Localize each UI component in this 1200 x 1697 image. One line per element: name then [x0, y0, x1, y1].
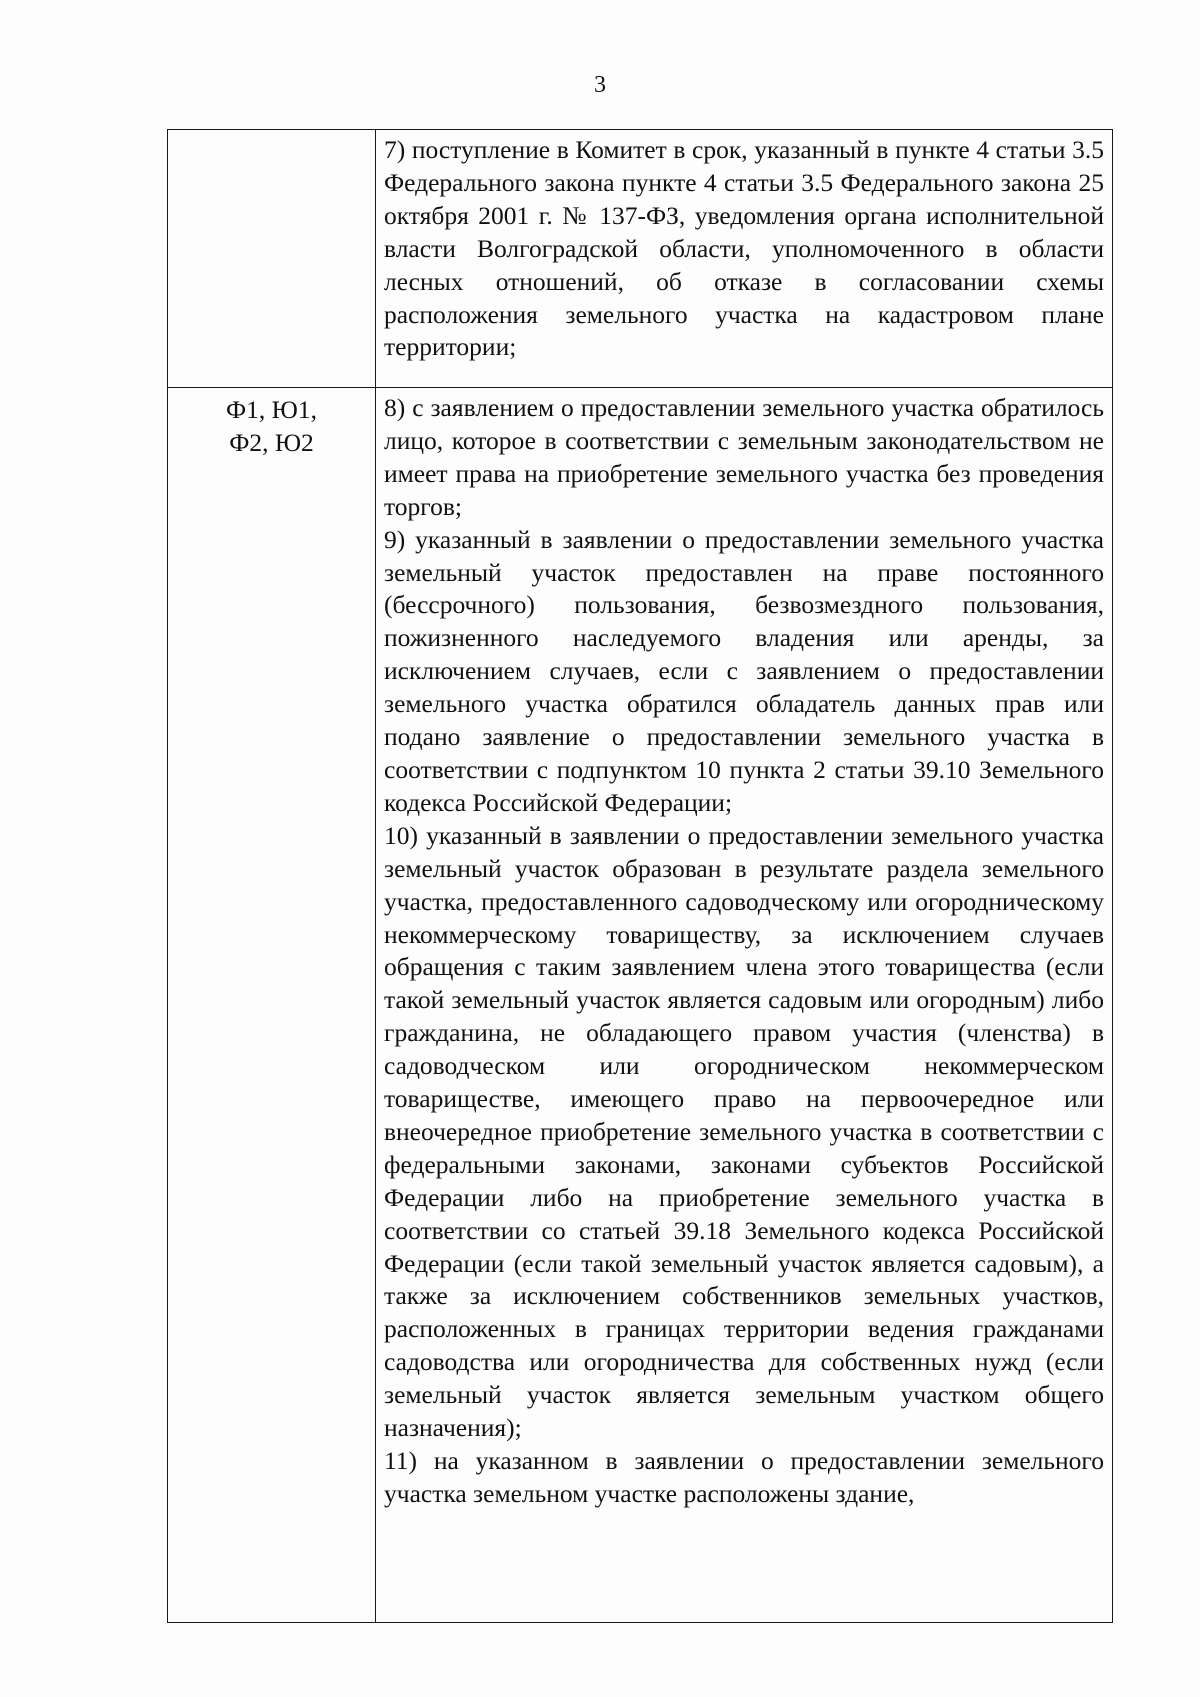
table-row — [168, 130, 1113, 388]
applicant-code-line: Ф2, Ю2 — [229, 427, 314, 457]
applicant-code-cell — [168, 130, 376, 388]
clause-9: 9) указанный в заявлении о предоставлении земельного участка земельный участок предоставлен на праве постоянного (бессрочного) пользования, безвозмездного пользования, пожизненного наследуемого владения или аренды, за исключением случаев, если с заявлением о предоставлении земельного участка обратился обладатель данных прав или подано заявление о предоставлении земельного участка в соответствии с подпунктом 10 пункта 2 статьи 39.10 Земельного кодекса Российской Федерации; — [384, 524, 1104, 817]
grounds-table — [167, 129, 1113, 1623]
grounds-cell — [376, 130, 1113, 388]
clause-7: 7) поступление в Комитет в срок, указанный в пункте 4 статьи 3.5 Федерального закона пункте 4 статьи 3.5 Федерального закона 25 октября 2001 г. № 137-ФЗ, уведомления органа исполнительной власти Волгоградской области, уполномоченного в области лесных отношений, об отказе в согласовании схемы расположения земельного участка на кадастровом плане территории; — [384, 135, 1104, 362]
page-number: 3 — [594, 72, 606, 98]
clause-10: 10) указанный в заявлении о предоставлении земельного участка земельный участок образован в результате раздела земельного участка, предоставленного садоводческому или огородническому некоммерческому товариществу, за исключением случаев обращения с таким заявлением члена этого товарищества (если такой земельный участок является садовым или огородным) либо гражданина, не обладающего правом участия (членства) в садоводческом или огородническом некоммерческом товариществе, имеющего право на первоочередное или внеочередное приобретение земельного участка в соответствии с федеральными законами, законами субъектов Российской Федерации либо на приобретение земельного участка в соответствии со статьей 39.18 Земельного кодекса Российской Федерации (если такой земельный участок является садовым), а также за исключением собственников земельных участков, расположенных в границах территории ведения гражданами садоводства или огородничества для собственных нужд (если земельный участок является земельным участком общего назначения); — [384, 820, 1104, 1443]
grounds-cell — [376, 388, 1113, 1623]
applicant-code-cell — [168, 388, 376, 1623]
applicant-code-line: Ф1, Ю1, — [226, 395, 317, 424]
table-row — [168, 388, 1113, 1623]
clause-8: 8) с заявлением о предоставлении земельного участка обратилось лицо, которое в соответствии с земельным законодательством не имеет права на приобретение земельного участка без проведения торгов; — [384, 393, 1104, 521]
clause-11: 11) на указанном в заявлении о предоставлении земельного участка земельном участке расположены здание, — [384, 1446, 1104, 1508]
